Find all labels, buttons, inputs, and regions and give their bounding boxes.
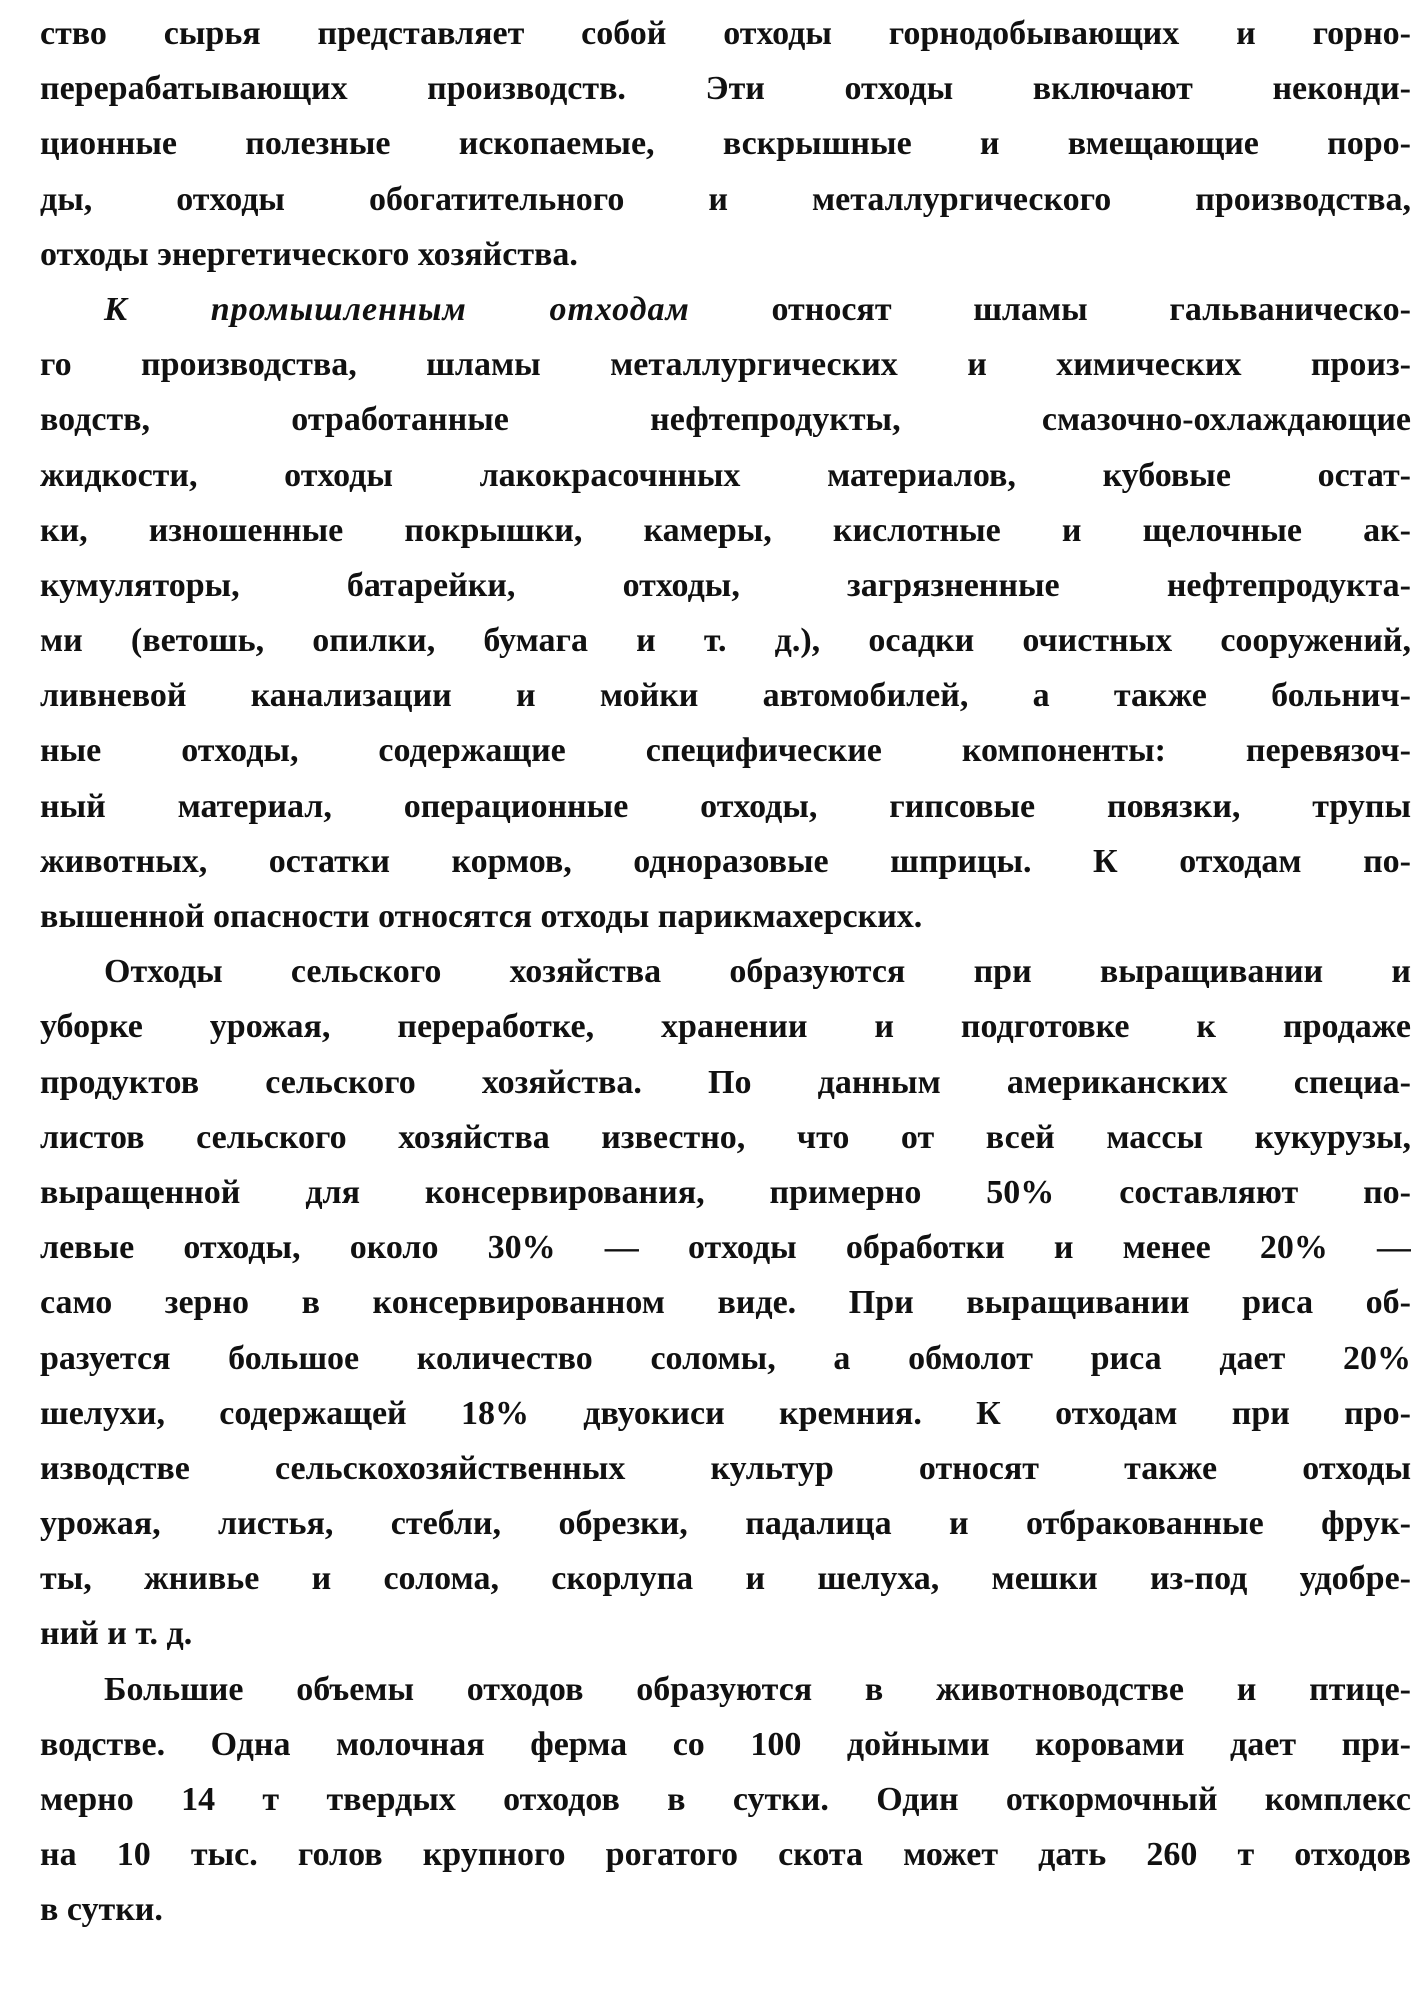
text-line: ний и т. д. — [40, 1615, 193, 1653]
text-line: вышенной опасности относятся отходы парикмахерских. — [40, 898, 923, 935]
text-line: разуется большое количество соломы, а обмолот риса дает 20% — [40, 1339, 1411, 1377]
text-line: ные отходы, содержащие специфические компоненты: перевязоч- — [40, 732, 1411, 770]
text-line: ство сырья представляет собой отходы горнодобывающих и горно- — [40, 15, 1411, 52]
text-line: изводстве сельскохозяйственных культур относят также отходы — [40, 1449, 1411, 1487]
text-line: выращенной для консервирования, примерно 50% составляют по- — [40, 1173, 1411, 1211]
text-line: го производства, шламы металлургических и химических произ- — [40, 346, 1411, 384]
text-fragment: образуются при выращивании и — [661, 953, 1411, 991]
paragraph-industrial-waste — [40, 282, 1411, 944]
text-line: Большие объемы отходов образуются в животноводстве и птице- — [104, 1670, 1411, 1708]
text-line: ды, отходы обогатительного и металлургического производства, — [40, 180, 1411, 218]
text-line — [40, 944, 1411, 999]
text-line: урожая, листья, стебли, обрезки, падалица и отбракованные фрук- — [40, 1505, 1411, 1543]
text-line: шелухи, содержащей 18% двуокиси кремния. К отходам при про- — [40, 1394, 1411, 1432]
paragraph-raw-materials — [40, 6, 1411, 282]
text-line: само зерно в консервированном виде. При выращивании риса об- — [40, 1284, 1411, 1322]
text-line: ливневой канализации и мойки автомобилей, а также больнич- — [40, 677, 1411, 715]
paragraph-livestock-waste — [40, 1662, 1411, 1938]
text-line: ки, изношенные покрышки, камеры, кислотные и щелочные ак- — [40, 511, 1411, 549]
text-line: ный материал, операционные отходы, гипсовые повязки, трупы — [40, 787, 1411, 825]
text-line — [40, 282, 1411, 337]
text-line: отходы энергетического хозяйства. — [40, 235, 578, 273]
text-line: на 10 тыс. голов крупного рогатого скота может дать 260 т отходов — [40, 1836, 1411, 1874]
text-line: кумуляторы, батарейки, отходы, загрязненные нефтепродукта- — [40, 566, 1411, 604]
text-line: ми (ветошь, опилки, бумага и т. д.), осадки очистных сооружений, — [40, 622, 1411, 660]
text-line: левые отходы, около 30% — отходы обработки и менее 20% — — [40, 1229, 1411, 1267]
text-line: водств, отработанные нефтепродукты, смазочно-охлаждающие — [40, 401, 1411, 439]
text-line: листов сельского хозяйства известно, что от всей массы кукурузы, — [40, 1118, 1411, 1156]
text-line: ционные полезные ископаемые, вскрышные и вмещающие поро- — [40, 125, 1411, 163]
text-line: животных, остатки кормов, одноразовые шприцы. К отходам по- — [40, 842, 1411, 880]
text-line: в сутки. — [40, 1891, 163, 1929]
text-line: жидкости, отходы лакокрасочнных материалов, кубовые остат- — [40, 456, 1411, 494]
paragraph-agricultural-waste — [40, 944, 1411, 1661]
text-line: мерно 14 т твердых отходов в сутки. Один откормочный комплекс — [40, 1781, 1411, 1818]
term-industrial-waste: К промышленным отходам — [104, 290, 690, 328]
text-line: перерабатывающих производств. Эти отходы включают неконди- — [40, 70, 1411, 108]
text-line: уборке урожая, переработке, хранении и подготовке к продаже — [40, 1008, 1411, 1046]
text-line: продуктов сельского хозяйства. По данным американских специа- — [40, 1063, 1411, 1101]
term-agricultural-waste: Отходы сельского хозяйства — [104, 953, 662, 991]
text-line: ты, жнивье и солома, скорлупа и шелуха, мешки из-под удобре- — [40, 1560, 1411, 1598]
text-fragment: относят шламы гальваническо- — [689, 290, 1411, 328]
text-line: водстве. Одна молочная ферма со 100 дойными коровами дает при- — [40, 1725, 1411, 1763]
